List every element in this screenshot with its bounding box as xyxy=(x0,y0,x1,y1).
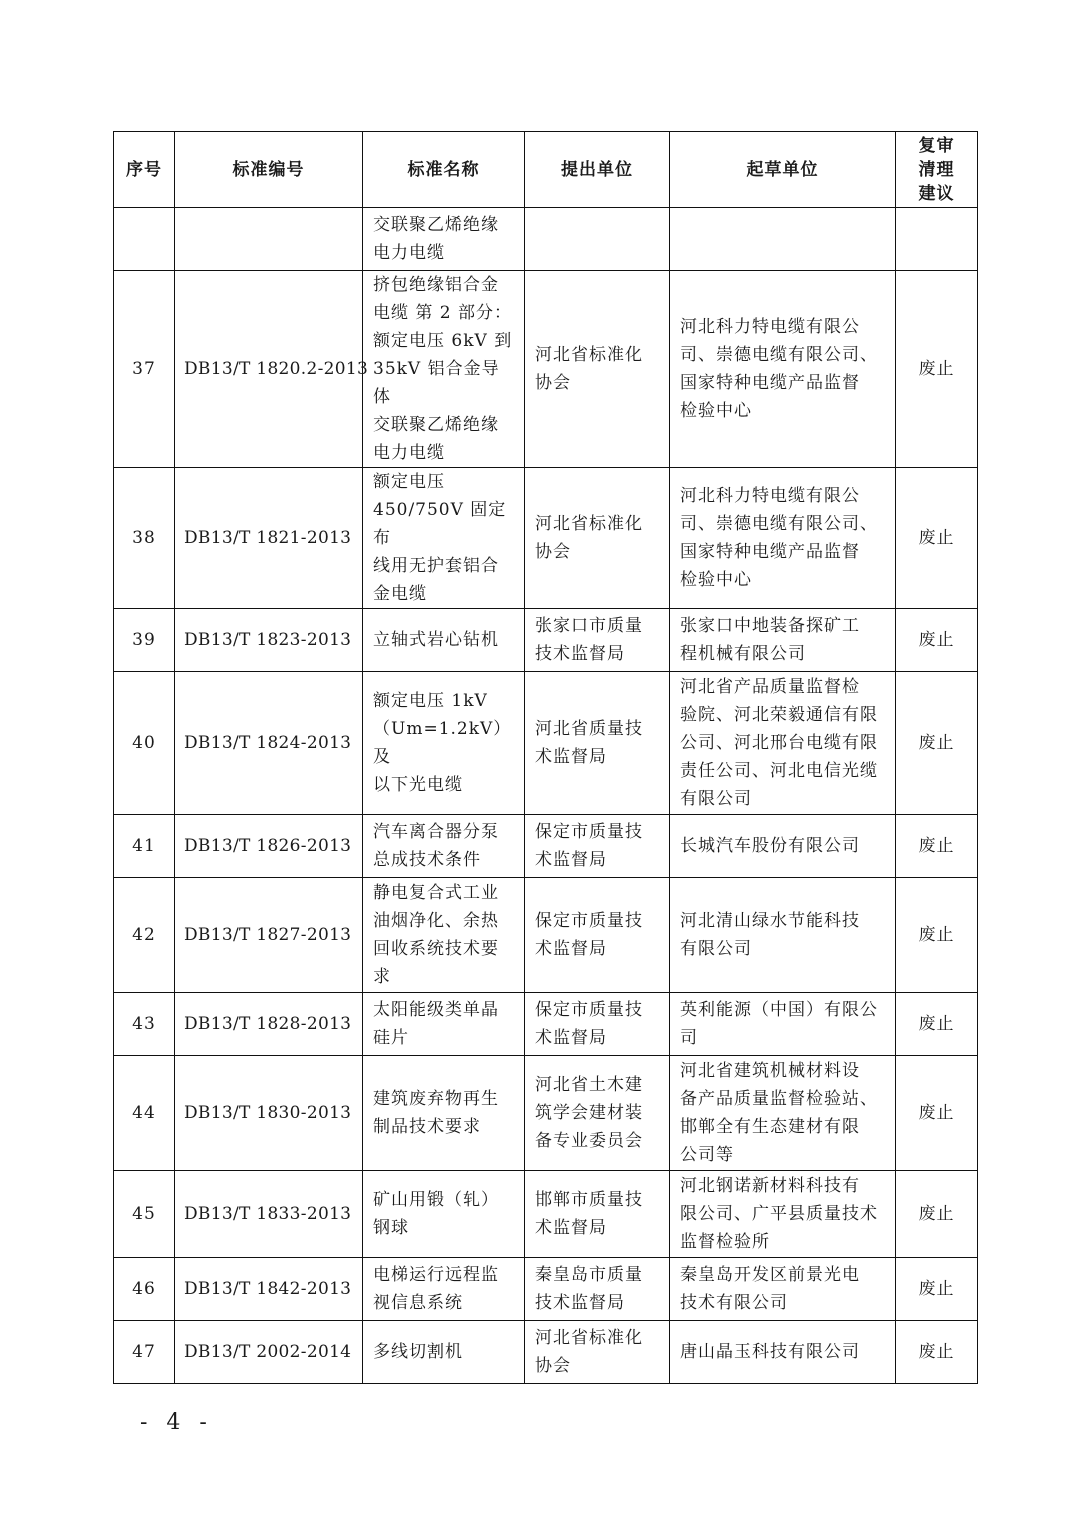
cell-proposing-unit: 河北省质量技 术监督局 xyxy=(525,672,670,815)
header-review-advice: 复审 清理 建议 xyxy=(896,132,978,208)
cell-drafting-unit: 长城汽车股份有限公司 xyxy=(670,815,896,878)
cell-proposing-unit: 河北省土木建 筑学会建材装 备专业委员会 xyxy=(525,1056,670,1171)
header-standard-code: 标准编号 xyxy=(175,132,363,208)
header-proposing-unit: 提出单位 xyxy=(525,132,670,208)
table-row xyxy=(114,1056,978,1171)
cell-standard-code: DB13/T 1830-2013 xyxy=(175,1056,363,1171)
cell-serial-number: 47 xyxy=(114,1321,175,1384)
cell-drafting-unit: 河北科力特电缆有限公 司、崇德电缆有限公司、 国家特种电缆产品监督 检验中心 xyxy=(670,271,896,468)
cell-drafting-unit: 河北钢诺新材料科技有 限公司、广平县质量技术 监督检验所 xyxy=(670,1171,896,1258)
cell-drafting-unit: 张家口中地装备探矿工 程机械有限公司 xyxy=(670,609,896,672)
cell-proposing-unit: 邯郸市质量技 术监督局 xyxy=(525,1171,670,1258)
cell-standard-code: DB13/T 1821-2013 xyxy=(175,468,363,609)
cell-proposing-unit: 河北省标准化 协会 xyxy=(525,1321,670,1384)
table-row xyxy=(114,672,978,815)
cell-standard-code: DB13/T 1826-2013 xyxy=(175,815,363,878)
cell-standard-code: DB13/T 1842-2013 xyxy=(175,1258,363,1321)
header-serial-number: 序号 xyxy=(114,132,175,208)
cell-proposing-unit xyxy=(525,208,670,271)
cell-standard-code xyxy=(175,208,363,271)
cell-standard-name: 立轴式岩心钻机 xyxy=(363,609,525,672)
cell-review-advice: 废止 xyxy=(896,271,978,468)
cell-proposing-unit: 秦皇岛市质量 技术监督局 xyxy=(525,1258,670,1321)
cell-serial-number: 45 xyxy=(114,1171,175,1258)
table-row xyxy=(114,1321,978,1384)
cell-standard-code: DB13/T 1828-2013 xyxy=(175,993,363,1056)
table-row xyxy=(114,878,978,993)
cell-standard-code: DB13/T 1833-2013 xyxy=(175,1171,363,1258)
cell-review-advice: 废止 xyxy=(896,1056,978,1171)
cell-standard-code: DB13/T 1823-2013 xyxy=(175,609,363,672)
table-row xyxy=(114,609,978,672)
cell-serial-number: 46 xyxy=(114,1258,175,1321)
table-row xyxy=(114,468,978,609)
cell-review-advice: 废止 xyxy=(896,993,978,1056)
cell-standard-code: DB13/T 2002-2014 xyxy=(175,1321,363,1384)
cell-drafting-unit: 秦皇岛开发区前景光电 技术有限公司 xyxy=(670,1258,896,1321)
cell-serial-number: 42 xyxy=(114,878,175,993)
cell-serial-number: 39 xyxy=(114,609,175,672)
cell-standard-name: 多线切割机 xyxy=(363,1321,525,1384)
cell-standard-name: 静电复合式工业 油烟净化、余热 回收系统技术要 求 xyxy=(363,878,525,993)
cell-standard-code: DB13/T 1820.2-2013 xyxy=(175,271,363,468)
header-drafting-unit: 起草单位 xyxy=(670,132,896,208)
cell-review-advice: 废止 xyxy=(896,1171,978,1258)
cell-review-advice: 废止 xyxy=(896,468,978,609)
cell-proposing-unit: 河北省标准化 协会 xyxy=(525,271,670,468)
table-row xyxy=(114,208,978,271)
cell-review-advice: 废止 xyxy=(896,815,978,878)
cell-standard-name: 矿山用锻（轧） 钢球 xyxy=(363,1171,525,1258)
cell-review-advice: 废止 xyxy=(896,878,978,993)
cell-standard-name: 太阳能级类单晶 硅片 xyxy=(363,993,525,1056)
table-header-row xyxy=(114,132,978,208)
cell-proposing-unit: 保定市质量技 术监督局 xyxy=(525,815,670,878)
cell-drafting-unit: 唐山晶玉科技有限公司 xyxy=(670,1321,896,1384)
cell-standard-code: DB13/T 1824-2013 xyxy=(175,672,363,815)
cell-standard-code: DB13/T 1827-2013 xyxy=(175,878,363,993)
cell-drafting-unit: 英利能源（中国）有限公 司 xyxy=(670,993,896,1056)
cell-review-advice: 废止 xyxy=(896,672,978,815)
cell-review-advice xyxy=(896,208,978,271)
cell-standard-name: 电梯运行远程监 视信息系统 xyxy=(363,1258,525,1321)
cell-standard-name: 挤包绝缘铝合金 电缆 第 2 部分： 额定电压 6kV 到 35kV 铝合金导体 交联聚乙烯绝缘 电力电缆 xyxy=(363,271,525,468)
page-number: - 4 - xyxy=(140,1410,213,1435)
cell-proposing-unit: 保定市质量技 术监督局 xyxy=(525,993,670,1056)
cell-review-advice: 废止 xyxy=(896,609,978,672)
cell-standard-name: 交联聚乙烯绝缘 电力电缆 xyxy=(363,208,525,271)
cell-review-advice: 废止 xyxy=(896,1321,978,1384)
cell-standard-name: 额定电压 450/750V 固定布 线用无护套铝合 金电缆 xyxy=(363,468,525,609)
cell-proposing-unit: 河北省标准化 协会 xyxy=(525,468,670,609)
header-standard-name: 标准名称 xyxy=(363,132,525,208)
cell-standard-name: 额定电压 1kV （Um=1.2kV）及 以下光电缆 xyxy=(363,672,525,815)
cell-serial-number: 43 xyxy=(114,993,175,1056)
table-row xyxy=(114,271,978,468)
cell-serial-number: 44 xyxy=(114,1056,175,1171)
cell-proposing-unit: 张家口市质量 技术监督局 xyxy=(525,609,670,672)
cell-drafting-unit: 河北清山绿水节能科技 有限公司 xyxy=(670,878,896,993)
cell-review-advice: 废止 xyxy=(896,1258,978,1321)
cell-proposing-unit: 保定市质量技 术监督局 xyxy=(525,878,670,993)
cell-drafting-unit xyxy=(670,208,896,271)
standards-review-table xyxy=(113,131,978,1384)
table-row xyxy=(114,1171,978,1258)
table-row xyxy=(114,815,978,878)
cell-serial-number: 40 xyxy=(114,672,175,815)
cell-standard-name: 汽车离合器分泵 总成技术条件 xyxy=(363,815,525,878)
cell-standard-name: 建筑废弃物再生 制品技术要求 xyxy=(363,1056,525,1171)
cell-drafting-unit: 河北科力特电缆有限公 司、崇德电缆有限公司、 国家特种电缆产品监督 检验中心 xyxy=(670,468,896,609)
cell-serial-number xyxy=(114,208,175,271)
table-row xyxy=(114,1258,978,1321)
cell-serial-number: 38 xyxy=(114,468,175,609)
cell-serial-number: 41 xyxy=(114,815,175,878)
table-row xyxy=(114,993,978,1056)
cell-serial-number: 37 xyxy=(114,271,175,468)
cell-drafting-unit: 河北省建筑机械材料设 备产品质量监督检验站、 邯郸全有生态建材有限 公司等 xyxy=(670,1056,896,1171)
cell-drafting-unit: 河北省产品质量监督检 验院、河北荣毅通信有限 公司、河北邢台电缆有限 责任公司、河北电信光缆 有限公司 xyxy=(670,672,896,815)
